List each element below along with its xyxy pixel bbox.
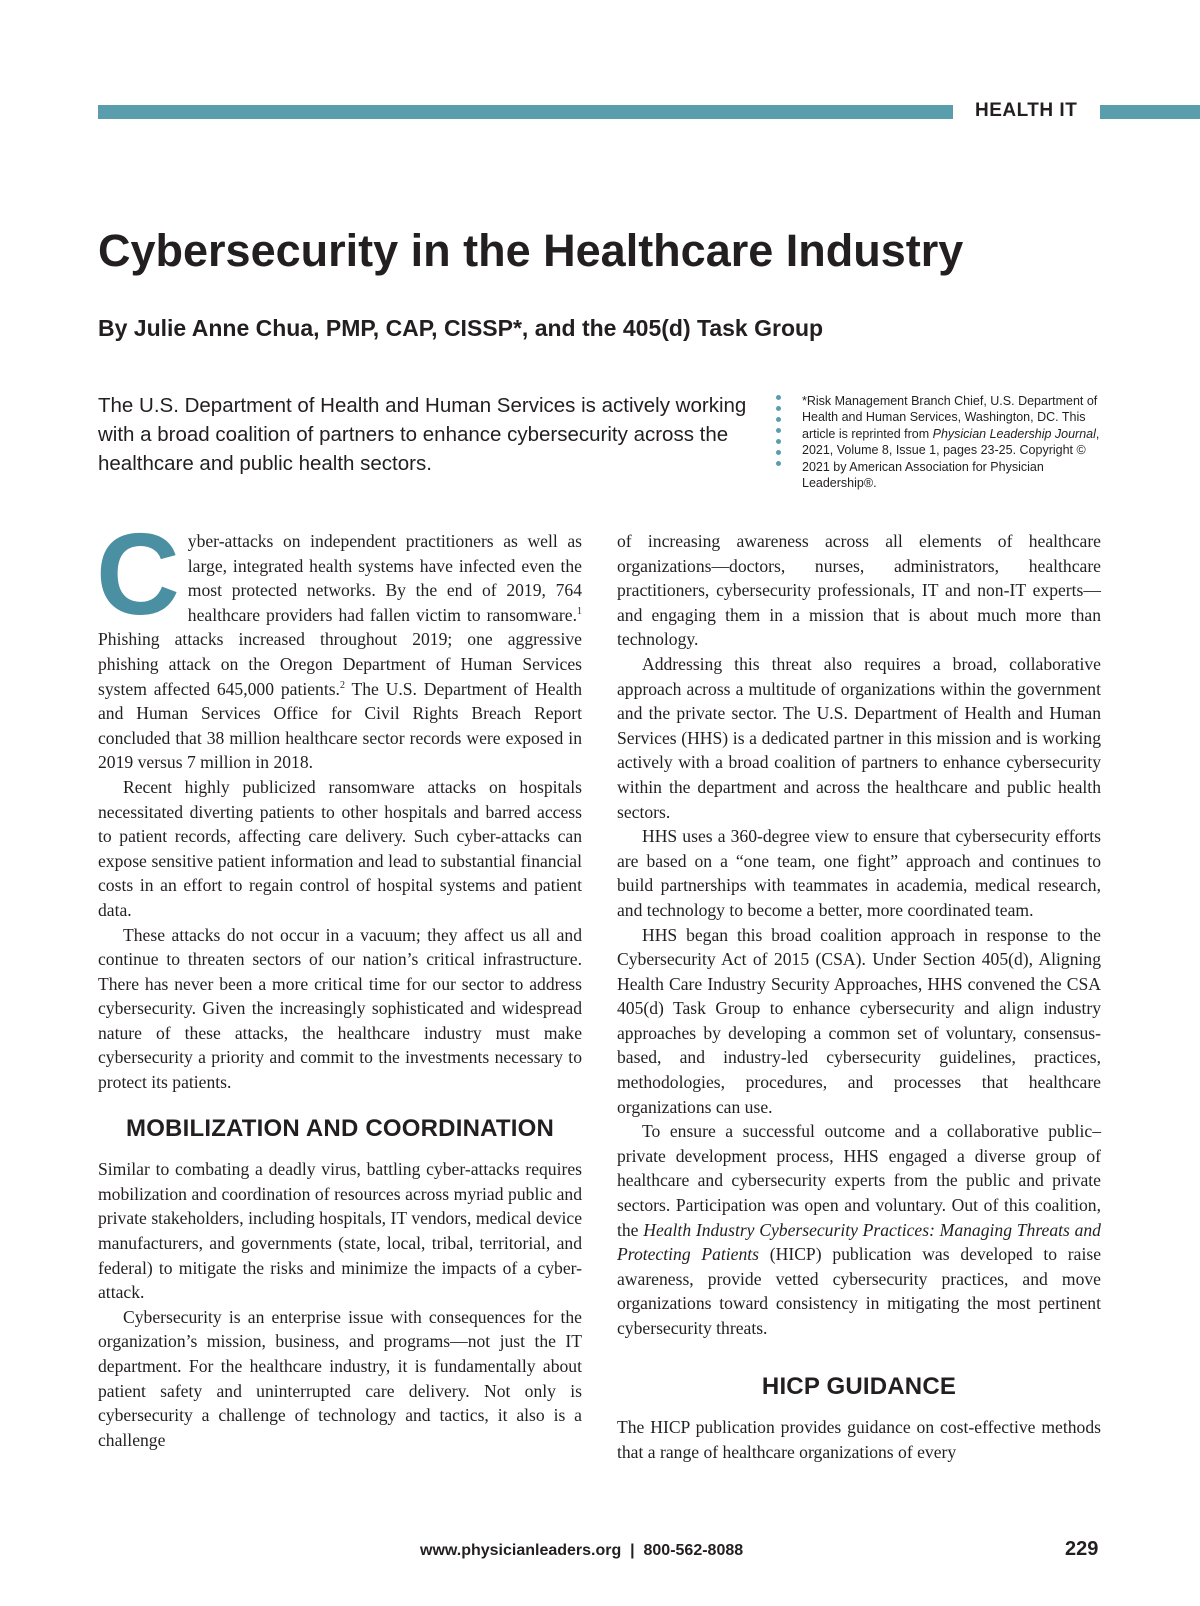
section-heading-mobilization: MOBILIZATION AND COORDINATION: [126, 1114, 554, 1142]
article-byline: By Julie Anne Chua, PMP, CAP, CISSP*, and the 405(d) Task Group: [98, 315, 824, 341]
section-tag: HEALTH IT: [975, 100, 1078, 121]
left-column: [96, 509, 582, 1452]
body-paragraph: These attacks do not occur in a vacuum; they affect us all and continue to threaten sectors of our nation’s critical infrastructure. There has never been a more critical time for our sector to address cybersecurity. Given the increasingly sophisticated and widespread nature of these attacks, the healthcare industry must make cybersecurity a priority and commit to the investments necessary to protect its patients.: [98, 924, 582, 1093]
body-paragraph: [96, 509, 582, 775]
body-paragraph: HHS began this broad coalition approach in response to the Cybersecurity Act of 2015 (CSA). Under Section 405(d), Aligning Health Care Industry Security Approaches, HHS convened the CSA 405(d) Task Group to enhance cybersecurity and align industry approaches by developing a common set of voluntary, consensus-based, and industry-led cybersecurity guidelines, practices, methodologies, procedures, and processes that healthcare organizations can use.: [617, 924, 1101, 1117]
paragraph-text: (HICP) publication was developed to raise awareness, provide vetted cybersecurity practices, and move organizations toward consistency in mitigating the most pertinent cybersecurity threats.: [617, 1244, 1101, 1338]
footer-contact: www.physicianleaders.org | 800-562-8088: [420, 1542, 744, 1559]
footnote-affiliation: *Risk Management Branch Chief, U.S. Department of Health and Human Services, Washington, DC.: [802, 394, 1098, 425]
header-rule-left: [98, 105, 953, 119]
body-paragraph: Cybersecurity is an enterprise issue with consequences for the organization’s mission, business, and programs—not just the IT department. For the healthcare industry, it is fundamentally about patient safety and uninterrupted care delivery. Not only is cybersecurity a challenge of technology and tactics, it also is a challenge: [98, 1306, 582, 1450]
publication-title: Health Industry Cybersecurity Practices: Managing Threats and Protecting Patients: [617, 1219, 1101, 1265]
section-heading-hicp: HICP GUIDANCE: [761, 1372, 957, 1400]
footnote-reprint-prefix: This article is reprinted from: [802, 410, 1086, 441]
footnote-journal: Physician Leadership Journal: [932, 426, 1096, 441]
body-paragraph: Recent highly publicized ransomware attacks on hospitals necessitated diverting patients to other hospitals and barred access to patient records, affecting care delivery. Such cyber-attacks can expose sensitive patient information and lead to substantial financial costs in an effort to regain control of hospital systems and patient data.: [98, 776, 582, 920]
article-title: Cybersecurity in the Healthcare Industry: [98, 225, 964, 276]
footnote-dot-divider: [776, 395, 784, 472]
body-paragraph: HHS uses a 360-degree view to ensure that cybersecurity efforts are based on a “one team, one fight” approach and continues to build partnerships with teammates in academia, medical research, and technology to become a better, more coordinated team.: [617, 826, 1101, 920]
body-paragraph: Similar to combating a deadly virus, battling cyber-attacks requires mobilization and coordination of resources across myriad public and private stakeholders, including hospitals, IT vendors, medical device manufacturers, and governments (state, local, tribal, territorial, and federal) to mitigate the risks and minimize the impacts of a cyber-attack.: [98, 1159, 582, 1303]
paragraph-text: To ensure a successful outcome and a collaborative public–private development process, HHS engaged a diverse group of healthcare and cybersecurity experts from the public and private sectors. Participation was open and voluntary. Out of this coalition, the: [617, 1121, 1101, 1240]
reference-marker: 2: [339, 679, 345, 691]
body-paragraph: The HICP publication provides guidance on cost-effective methods that a range of healthcare organizations of every: [617, 1417, 1101, 1462]
body-paragraph: [617, 1119, 1101, 1340]
page-number: 229: [1065, 1538, 1099, 1560]
body-paragraph: Addressing this threat also requires a broad, collaborative approach across a multitude of organizations within the government and the private sector. The U.S. Department of Health and Human Services (HHS) is a dedicated partner in this mission and is working actively with a broad coalition of partners to enhance cybersecurity within the department and across the healthcare and public health sectors.: [617, 653, 1101, 822]
paragraph-text: yber-attacks on independent practitioners as well as large, integrated health systems have infected even the most protected networks. By the end of 2019, 764 healthcare providers had fallen victim to ransomware.: [187, 531, 582, 625]
paragraph-text: Phishing attacks increased throughout 2019; one aggressive phishing attack on the Oregon Department of Human Services system affected 645,000 patients.: [98, 629, 582, 699]
footnote-copyright: Copyright © 2021 by American Association for Physician Leadership®.: [802, 443, 1086, 491]
body-paragraph: of increasing awareness across all elements of healthcare organizations—doctors, nurses, administrators, healthcare practitioners, cybersecurity professionals, IT and non-IT experts—and engaging them in a mission that is about much more than technology.: [617, 531, 1101, 650]
author-footnote: [802, 393, 1107, 491]
header-rule-right: [1100, 105, 1200, 119]
right-column: [617, 529, 1101, 1464]
drop-cap: C: [96, 509, 180, 639]
footnote-reprint-details: , 2021, Volume 8, Issue 1, pages 23-25.: [802, 426, 1100, 458]
paragraph-text: The U.S. Department of Health and Human Services Office for Civil Rights Breach Report concluded that 38 million healthcare sector records were exposed in 2019 versus 7 million in 2018.: [98, 678, 582, 773]
article-summary: The U.S. Department of Health and Human Services is actively working with a broad coalition of partners to enhance cybersecurity across the healthcare and public health sectors.: [98, 394, 747, 475]
reference-marker: 1: [577, 605, 582, 617]
